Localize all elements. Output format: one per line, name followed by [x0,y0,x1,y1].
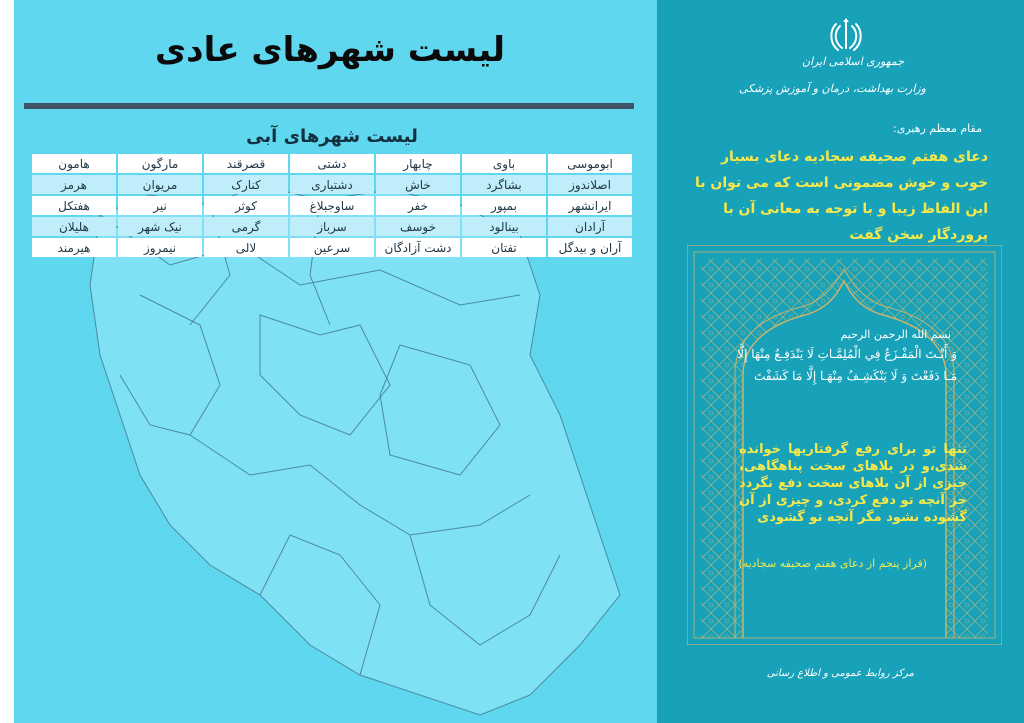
table-cell: نیر [118,196,202,215]
gov-name: جمهوری اسلامی ایران [801,55,904,68]
table-cell: هفتکل [32,196,116,215]
page-title: لیست شهرهای عادی [154,30,506,70]
table-cell: سرباز [290,217,374,236]
dua-translation: تنها تو برای رفع گرفتاریها خوانده شدی،و در بلاهای سخت پناهگاهی، چیزی از آن بلاهای سخت دفع نگردد جز آنچه تو دفع کردی، و چیزی از آن گشوده نشود مگر آنچه تو گشودی [739,442,967,525]
table-cell: خاش [376,175,460,194]
table-row [32,217,632,236]
table-cell: قصرقند [204,154,288,173]
table-cell: دشتیاری [290,175,374,194]
iran-emblem-icon [828,18,864,52]
table-row [32,196,632,215]
footer-org: مرکز روابط عمومی و اطلاع رسانی [766,668,914,679]
table-cell: ساوجبلاغ [290,196,374,215]
dua-source: (فراز پنجم از دعای هفتم صحیفه سجادیه) [738,557,927,570]
table-cell: اصلاندوز [548,175,632,194]
table-cell: سرعین [290,238,374,257]
table-cell: آران و بیدگل [548,238,632,257]
table-cell: بمپور [462,196,546,215]
dua-arabic-block [737,328,957,387]
table-row [32,154,632,173]
table-cell: ابوموسی [548,154,632,173]
cities-table [30,124,634,259]
table-cell: باوی [462,154,546,173]
table-cell: چابهار [376,154,460,173]
table-cell: مریوان [118,175,202,194]
table-cell: مارگون [118,154,202,173]
cities-grid [30,152,634,259]
table-cell: لالی [204,238,288,257]
table-cell: کوثر [204,196,288,215]
left-margin [0,0,14,723]
basmala: بسم الله الرحمن الرحيم [840,328,951,341]
table-row [32,175,632,194]
table-cell: نیمروز [118,238,202,257]
table-cell: آرادان [548,217,632,236]
table-cell: هرمز [32,175,116,194]
table-cell: هلیلان [32,217,116,236]
table-cell: ایرانشهر [548,196,632,215]
dua-verse: وَ أَنْـتَ الْمَفْـزَعُ فِي الْمُلِمَّـاتِ لَا يَنْدَفِـعُ مِنْهَا إِلَّا مَـا دَفَعْتَ وَ لَا يَنْكَشِـفُ مِنْهَـا إِلَّا مَا كَشَفْتَ [737,347,957,383]
title-divider [24,103,634,109]
right-panel [657,0,1024,723]
table-cell: هامون [32,154,116,173]
table-row [32,238,632,257]
ministry-name: وزارت بهداشت، درمان و آموزش پزشکی [738,82,926,95]
table-cell: خفر [376,196,460,215]
table-cell: گرمی [204,217,288,236]
table-title: لیست شهرهای آبی [246,126,418,147]
table-cell: دشت آزادگان [376,238,460,257]
table-cell: بینالود [462,217,546,236]
leader-quote: دعای هفتم صحیفه سجادیه دعای بسیار خوب و خوش مضمونی است که می توان با این الفاظ زیبا و با توجه به معانی آن با پروردگار سخن گفت [694,149,988,243]
table-cell: خوسف [376,217,460,236]
table-cell: کنارک [204,175,288,194]
table-cell: هیرمند [32,238,116,257]
table-cell: دشتی [290,154,374,173]
table-cell: تفتان [462,238,546,257]
table-cell: نیک شهر [118,217,202,236]
table-cell: بشاگرد [462,175,546,194]
leader-label: مقام معظم رهبری: [893,122,982,135]
